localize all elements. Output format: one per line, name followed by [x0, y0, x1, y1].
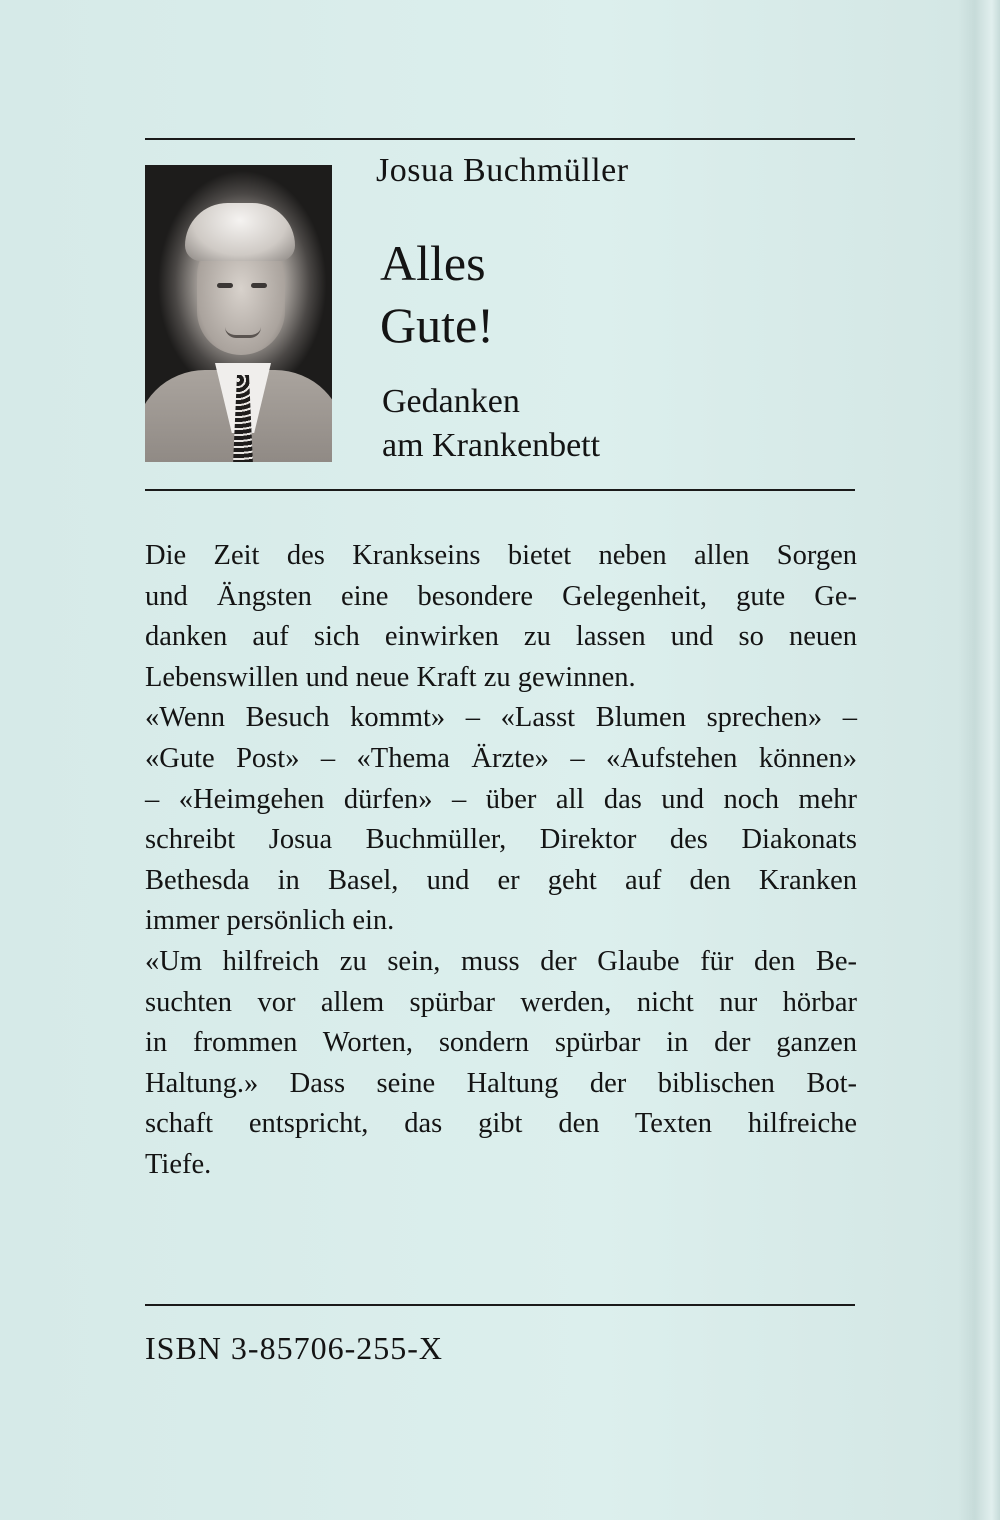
- blurb-line: suchten vor allem spürbar werden, nicht nur hörbar: [145, 986, 857, 1018]
- author-portrait: [145, 165, 332, 462]
- book-subtitle-line: Gedanken: [382, 383, 520, 420]
- blurb-line: schaft entspricht, das gibt den Texten hilfreiche: [145, 1108, 857, 1140]
- top-divider: [145, 138, 855, 140]
- blurb-line: «Um hilfreich zu sein, muss der Glaube für den Be-: [145, 945, 857, 977]
- blurb-line: und Ängsten eine besondere Gelegenheit, gute Ge-: [145, 580, 857, 612]
- blurb-line: in frommen Worten, sondern spürbar in der ganzen: [145, 1027, 857, 1059]
- book-subtitle: [382, 380, 600, 468]
- blurb-line: Tiefe.: [145, 1148, 212, 1180]
- blurb-line: schreibt Josua Buchmüller, Direktor des Diakonats: [145, 824, 857, 856]
- blurb-text: [145, 536, 857, 1186]
- book-title-line: Gute!: [380, 297, 494, 353]
- blurb-line: Lebenswillen und neue Kraft zu gewinnen.: [145, 661, 636, 693]
- blurb-line: – «Heimgehen dürfen» – über all das und noch mehr: [145, 783, 857, 815]
- book-subtitle-line: am Krankenbett: [382, 427, 601, 464]
- blurb-line: danken auf sich einwirken zu lassen und so neuen: [145, 621, 857, 653]
- author-name: Josua Buchmüller: [376, 152, 629, 189]
- book-title-line: Alles: [380, 235, 486, 291]
- bottom-divider: [145, 1304, 855, 1306]
- middle-divider: [145, 489, 855, 491]
- blurb-line: «Gute Post» – «Thema Ärzte» – «Aufstehen können»: [145, 742, 857, 774]
- blurb-line: Die Zeit des Krankseins bietet neben allen Sorgen: [145, 540, 857, 571]
- blurb-line: Haltung.» Dass seine Haltung der biblischen Bot-: [145, 1067, 857, 1099]
- isbn-number: ISBN 3-85706-255-X: [145, 1330, 443, 1366]
- book-title: [380, 232, 494, 356]
- blurb-line: «Wenn Besuch kommt» – «Lasst Blumen sprechen» –: [145, 702, 857, 734]
- cover-edge: [958, 0, 1000, 1520]
- blurb-line: Bethesda in Basel, und er geht auf den Kranken: [145, 864, 857, 896]
- blurb-line: immer persönlich ein.: [145, 905, 395, 937]
